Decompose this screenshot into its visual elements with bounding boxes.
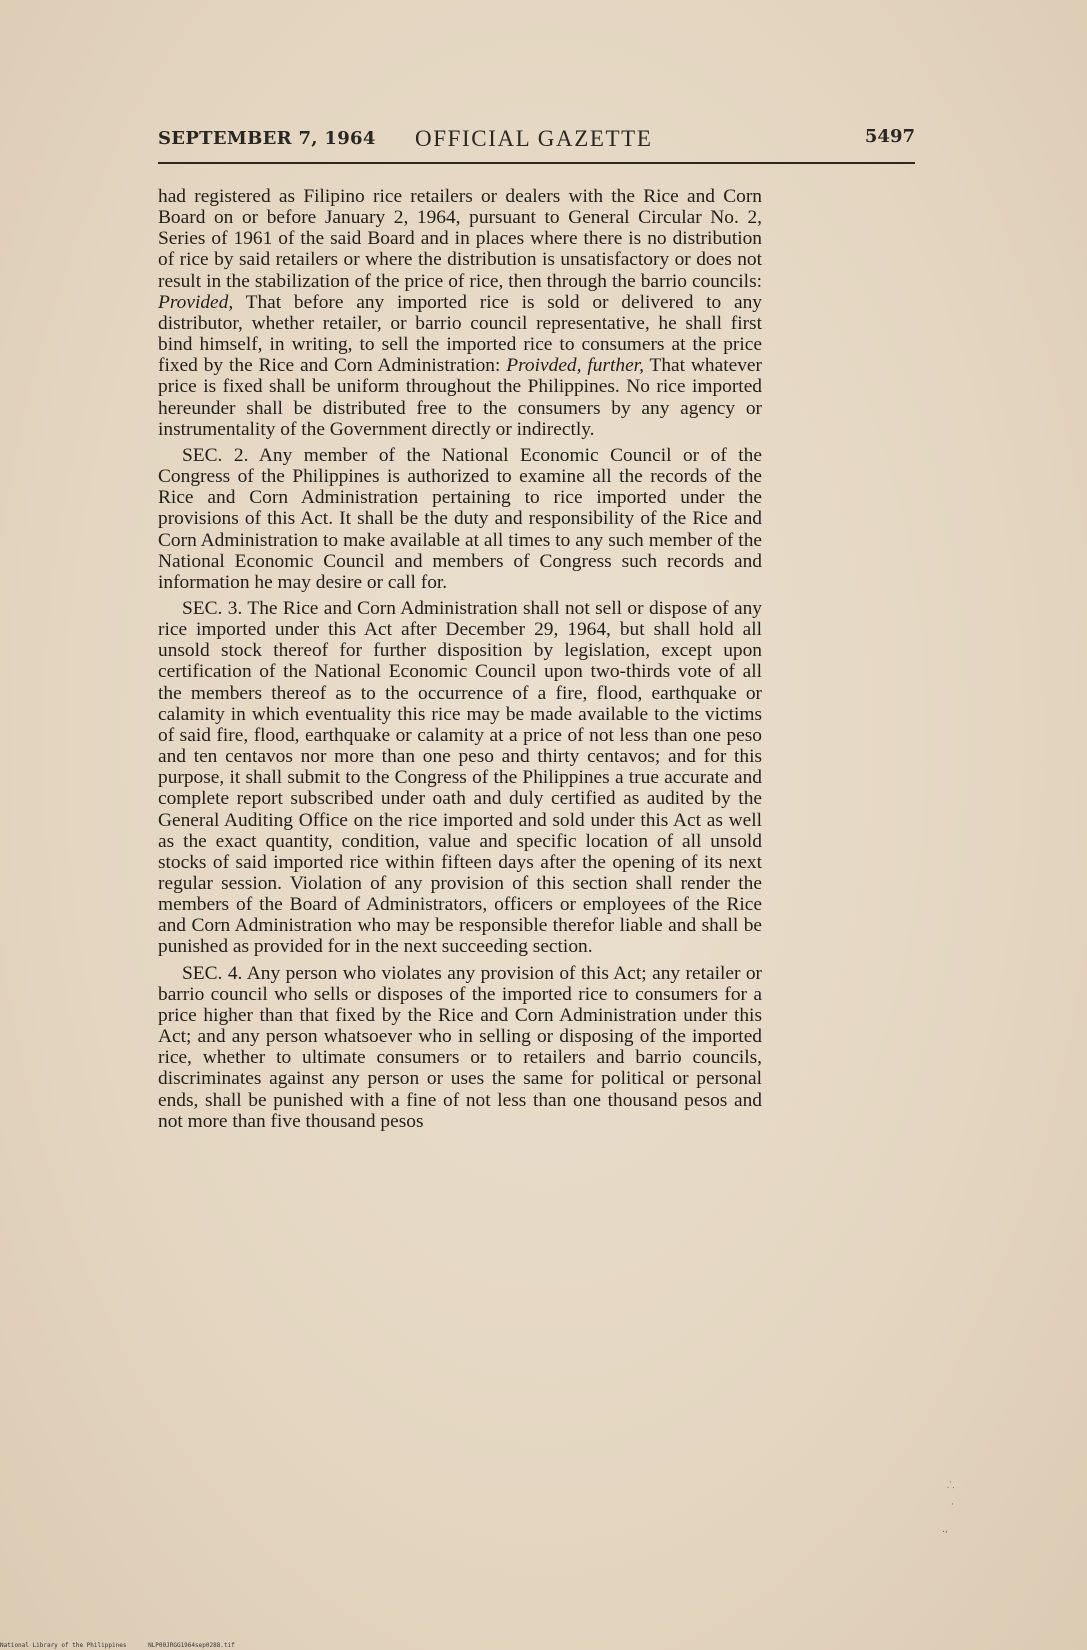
page-header bbox=[158, 126, 915, 162]
header-page-number: 5497 bbox=[864, 126, 915, 147]
paper-mark: ., bbox=[942, 1525, 948, 1535]
section-3-label: SEC. 3. bbox=[182, 597, 243, 619]
paper-mark: ⸫ bbox=[947, 1481, 955, 1491]
section-2-label: SEC. 2. bbox=[182, 444, 249, 466]
section-2-paragraph bbox=[158, 445, 762, 593]
proviso-text: That before any imported rice is sold or delivered to any distributor, whether retailer, or barrio council representative, he shall first bind himself, in writing, to sell the imported rice to consumers at the price fixed by the Rice and Corn Administration: bbox=[158, 291, 763, 377]
footer-source: National Library of the Philippines bbox=[0, 1642, 127, 1649]
proviso-further-label: Proivded, further, bbox=[506, 355, 644, 377]
body-text bbox=[158, 186, 762, 1132]
continuation-text: had registered as Filipino rice retailers or dealers with the Rice and Corn Board on or before January 2, 1964, pursuant to General Circular No. 2, Series of 1961 of the said Board and in places where there is no distribution of rice by said retailers or where the distribution is unsatisfactory or does not result in the stabilization of the price of rice, then through the barrio councils: bbox=[158, 186, 762, 292]
header-publication-title: OFFICIAL GAZETTE bbox=[415, 126, 653, 151]
section-4-label: SEC. 4. bbox=[182, 962, 243, 984]
scan-footer bbox=[0, 1641, 1087, 1650]
section-3-text: The Rice and Corn Administration shall not sell or dispose of any rice imported under this Act after December 29, 1964, but shall hold all unsold stock thereof for further disposition by legislation, except upon certification of the National Economic Council upon two-thirds vote of all the members thereof as to the occurrence of a fire, flood, earthquake or calamity in which eventuality this rice may be made available to the victims of said fire, flood, earthquake or calamity at a price of not less than one peso and ten centavos nor more than one peso and thirty centavos; and for this purpose, it shall submit to the Congress of the Philippines a true accurate and complete report subscribed under oath and duly certified as audited by the General Auditing Office on the rice imported and sold under this Act as well as the exact quantity, condition, value and specific location of all unsold stocks of said imported rice within fifteen days after the opening of its next regular session. Violation of any provision of this section shall render the members of the Board of Administrators, officers or employees of the Rice and Corn Administration who may be responsible therefor liable and shall be punished as provided for in the next succeeding section. bbox=[158, 597, 762, 958]
paper-mark: · bbox=[951, 1500, 954, 1510]
section-4-paragraph bbox=[158, 963, 762, 1132]
section-3-paragraph bbox=[158, 598, 762, 958]
footer-filename: NLP00JRGG1964sep0288.tif bbox=[148, 1642, 235, 1649]
section-4-text: Any person who violates any provision of this Act; any retailer or barrio council who sells or disposes of the imported rice to consumers for a price higher than that fixed by the Rice and Corn Administration under this Act; and any person whatsoever who in selling or disposing of the imported rice, whether to ultimate consumers or to retailers and barrio councils, discriminates against any person or uses the same for political or personal ends, shall be punished with a fine of not less than one thousand pesos and not more than five thousand pesos bbox=[158, 962, 762, 1132]
header-rule bbox=[158, 162, 915, 164]
proviso-further-text: That whatever price is fixed shall be uniform throughout the Philippines. No rice imported hereunder shall be distributed free to the consumers by any agency or instrumentality of the Government directly or indirectly. bbox=[158, 355, 762, 440]
header-date: SEPTEMBER 7, 1964 bbox=[158, 128, 376, 149]
section-2-text: Any member of the National Economic Council or of the Congress of the Philippines is authorized to examine all the records of the Rice and Corn Administration pertaining to rice imported under the provisions of this Act. It shall be the duty and responsibility of the Rice and Corn Administration to make available at all times to any such member of the National Economic Council and members of Congress such records and information he may desire or call for. bbox=[158, 444, 762, 593]
proviso-label: Provided, bbox=[158, 291, 234, 313]
continuation-paragraph bbox=[158, 186, 762, 440]
